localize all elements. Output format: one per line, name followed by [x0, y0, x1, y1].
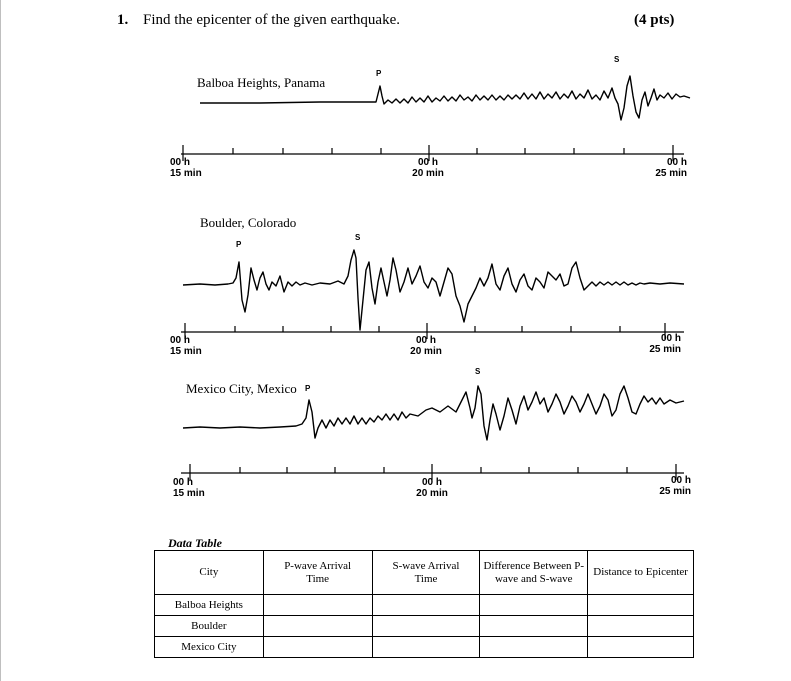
difference-cell[interactable] [480, 595, 588, 616]
time-label-15min-mexico-city: 00 h 15 min [173, 477, 205, 499]
s-wave-cell[interactable] [372, 616, 480, 637]
question-points: (4 pts) [634, 12, 675, 28]
time-label-20min-balboa: 00 h 20 min [412, 157, 444, 179]
station-label-boulder: Boulder, Colorado [200, 215, 297, 230]
s-wave-mark-boulder: S [355, 233, 361, 242]
time-label-25min-boulder: 00 h 25 min [649, 333, 681, 355]
s-wave-cell[interactable] [372, 637, 480, 658]
p-wave-mark-balboa: P [376, 69, 382, 78]
time-label-20min-boulder: 00 h 20 min [410, 335, 442, 357]
p-wave-cell[interactable] [263, 595, 372, 616]
s-wave-cell[interactable] [372, 595, 480, 616]
p-wave-mark-mexico-city: P [305, 384, 311, 393]
s-wave-mark-mexico-city: S [475, 367, 481, 376]
station-label-balboa: Balboa Heights, Panama [197, 75, 326, 90]
table-row [155, 616, 694, 637]
table-row [155, 595, 694, 616]
header-p-wave-arrival: P-wave Arrival Time [263, 551, 372, 595]
city-cell: Balboa Heights [155, 595, 264, 616]
header-difference: Difference Between P-wave and S-wave [480, 551, 588, 595]
question-text: Find the epicenter of the given earthquake. [143, 12, 400, 28]
distance-cell[interactable] [588, 616, 694, 637]
header-distance-to-epicenter: Distance to Epicenter [588, 551, 694, 595]
time-label-15min-boulder: 00 h 15 min [170, 335, 202, 357]
p-wave-cell[interactable] [263, 616, 372, 637]
header-city: City [155, 551, 264, 595]
s-wave-mark-balboa: S [614, 55, 620, 64]
city-cell: Boulder [155, 616, 264, 637]
distance-cell[interactable] [588, 637, 694, 658]
data-table-header-row [155, 551, 694, 595]
city-cell: Mexico City [155, 637, 264, 658]
header-s-wave-arrival: S-wave Arrival Time [372, 551, 480, 595]
station-label-mexico-city: Mexico City, Mexico [186, 381, 297, 396]
difference-cell[interactable] [480, 637, 588, 658]
p-wave-cell[interactable] [263, 637, 372, 658]
table-row [155, 637, 694, 658]
time-label-25min-balboa: 00 h 25 min [655, 157, 687, 179]
question-number: 1. [117, 12, 129, 28]
time-label-20min-mexico-city: 00 h 20 min [416, 477, 448, 499]
time-label-15min-balboa: 00 h 15 min [170, 157, 202, 179]
distance-cell[interactable] [588, 595, 694, 616]
wave-trace-mexico-city [183, 386, 684, 440]
p-wave-mark-boulder: P [236, 240, 242, 249]
difference-cell[interactable] [480, 616, 588, 637]
data-table-title: Data Table [168, 536, 222, 550]
time-label-25min-mexico-city: 00 h 25 min [659, 475, 691, 497]
data-table [154, 550, 694, 658]
